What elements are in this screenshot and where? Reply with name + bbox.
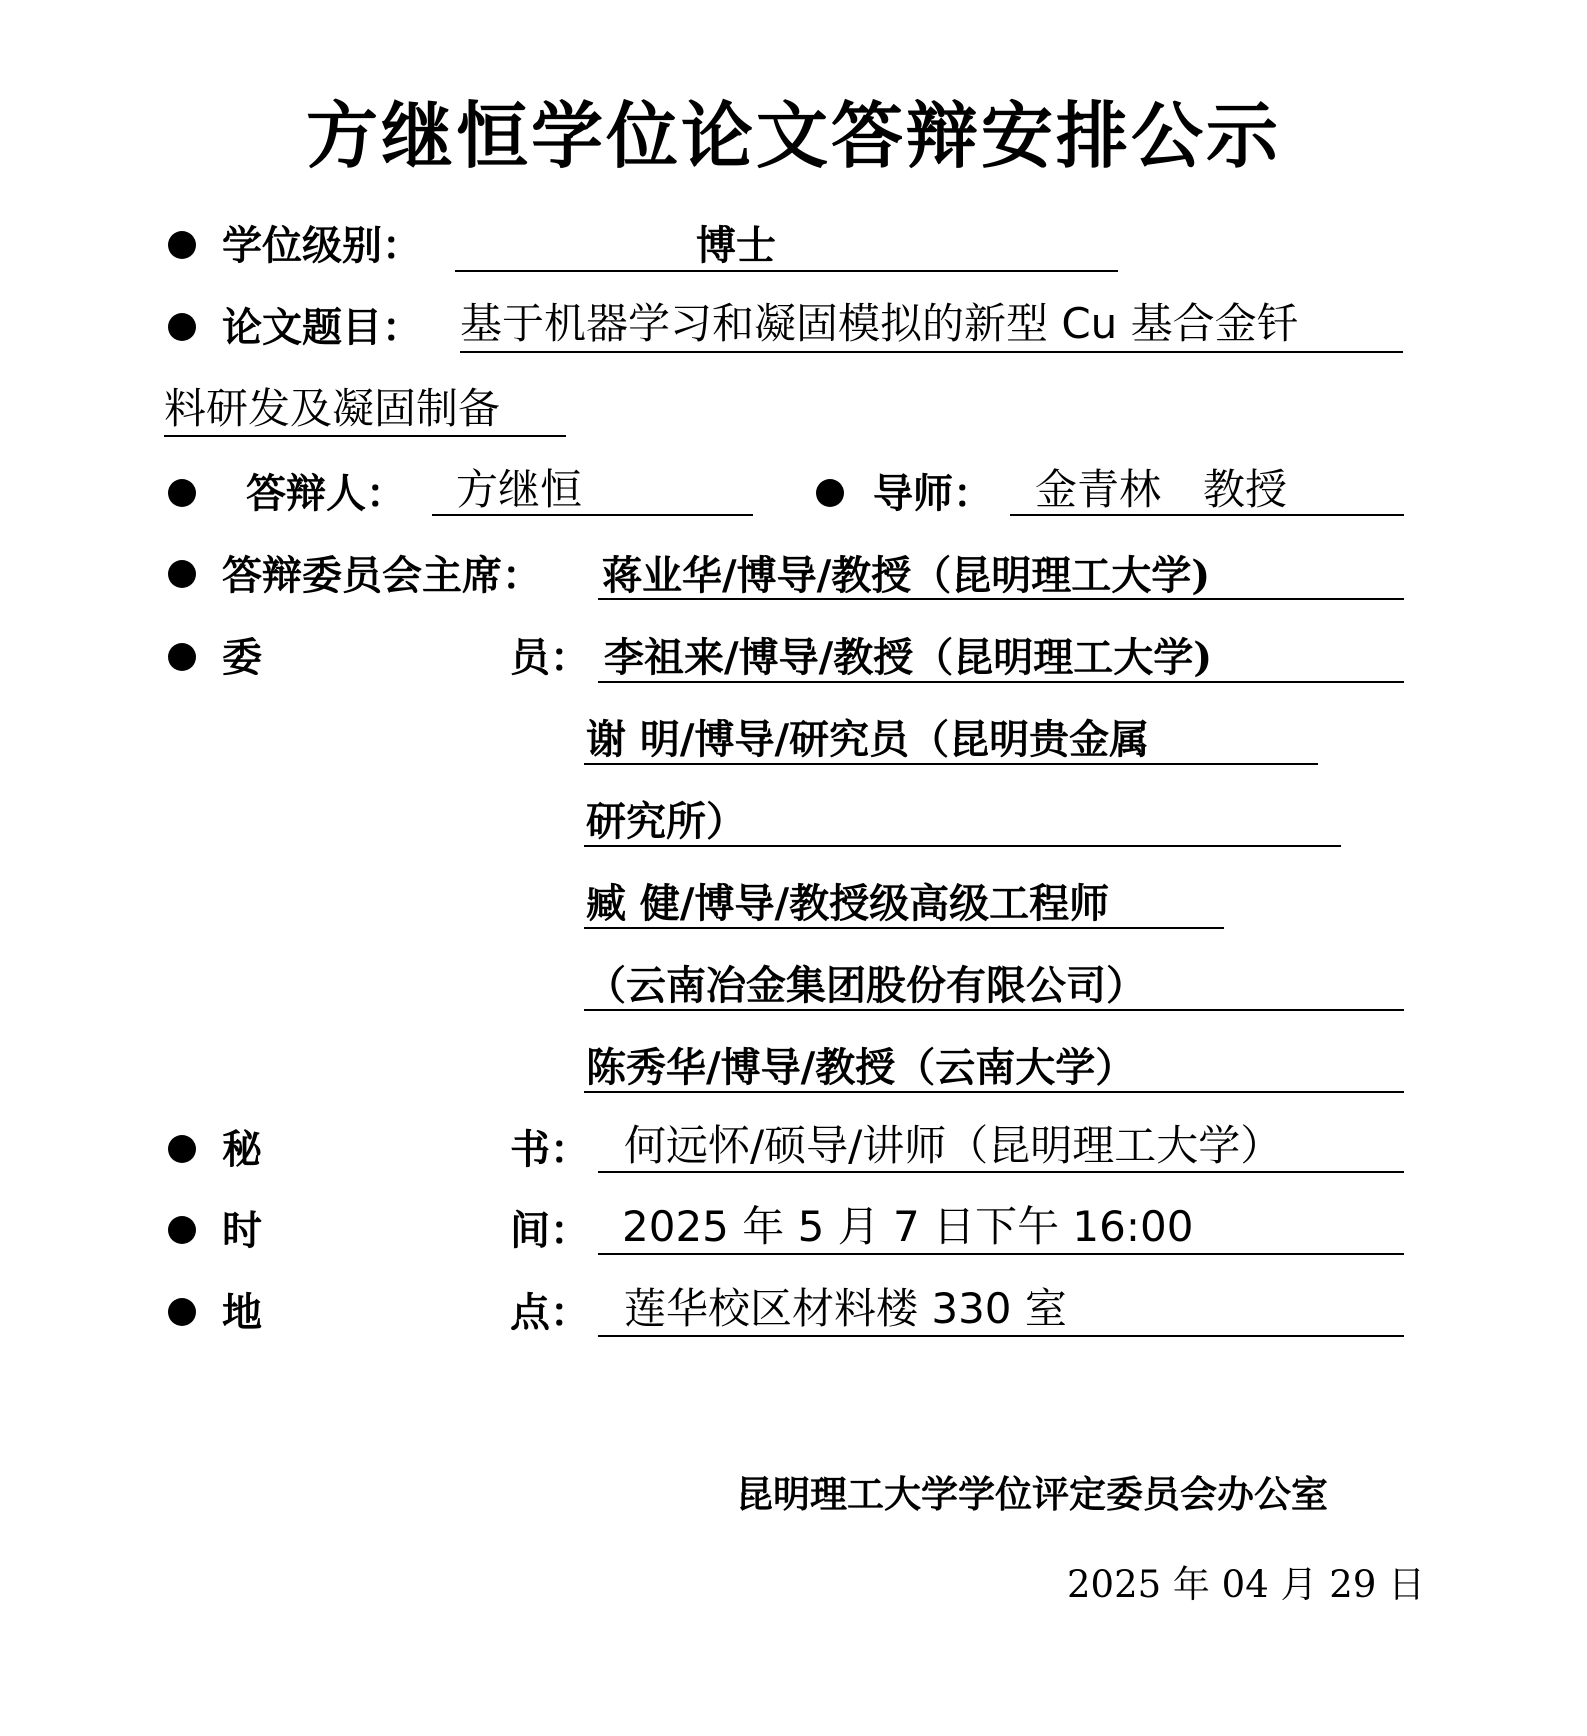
member-2-cont-underline — [584, 845, 1341, 847]
defender-value: 方继恒 — [456, 465, 583, 514]
member-2-cont: 研究所） — [586, 798, 746, 845]
member-1: 李祖来/博导/教授（昆明理工大学) — [604, 634, 1213, 681]
members-label-char-2: 员： — [510, 634, 590, 681]
member-3-cont: （云南冶金集团股份有限公司） — [586, 962, 1146, 1009]
secretary-value: 何远怀/硕导/讲师（昆明理工大学） — [624, 1121, 1283, 1170]
place-value: 莲华校区材料楼 330 室 — [624, 1284, 1067, 1333]
member-2: 谢 明/博导/研究员（昆明贵金属 — [586, 716, 1150, 763]
advisor-label: 导师： — [873, 470, 993, 517]
defender-underline — [432, 514, 753, 516]
bullet-icon — [168, 1135, 196, 1163]
place-label-char-1: 地 — [222, 1289, 262, 1336]
time-value: 2025 年 5 月 7 日下午 16:00 — [622, 1202, 1194, 1251]
secretary-underline — [598, 1171, 1404, 1173]
members-label-char-1: 委 — [222, 634, 262, 681]
advisor-underline — [1010, 514, 1404, 516]
thesis-underline-2 — [164, 435, 566, 437]
bullet-icon — [168, 479, 196, 507]
advisor-value: 金青林 教授 — [1035, 465, 1288, 514]
bullet-icon — [168, 560, 196, 588]
bullet-icon — [168, 1216, 196, 1244]
degree-label: 学位级别： — [222, 222, 422, 269]
bullet-icon — [168, 231, 196, 259]
time-underline — [598, 1253, 1404, 1255]
secretary-label-char-1: 秘 — [222, 1126, 262, 1173]
thesis-underline-1 — [460, 351, 1403, 353]
time-label-char-2: 间： — [510, 1207, 590, 1254]
bullet-icon — [816, 479, 844, 507]
chair-underline — [598, 598, 1404, 600]
defender-label: 答辩人： — [246, 470, 406, 517]
place-label-char-2: 点： — [510, 1289, 590, 1336]
thesis-title-line1: 基于机器学习和凝固模拟的新型 Cu 基合金钎 — [460, 299, 1299, 348]
member-4-underline — [584, 1091, 1404, 1093]
member-3-underline — [584, 927, 1224, 929]
issue-date: 2025 年 04 月 29 日 — [1067, 1563, 1426, 1606]
page-title: 方继恒学位论文答辩安排公示 — [305, 94, 1281, 178]
member-3: 臧 健/博导/教授级高级工程师 — [586, 880, 1110, 927]
member-2-underline — [584, 763, 1318, 765]
bullet-icon — [168, 1298, 196, 1326]
secretary-label-char-2: 书： — [510, 1126, 590, 1173]
degree-value: 博士 — [696, 222, 776, 269]
time-label-char-1: 时 — [222, 1207, 262, 1254]
bullet-icon — [168, 643, 196, 671]
thesis-title-line2: 料研发及凝固制备 — [164, 384, 501, 433]
degree-underline — [455, 270, 1118, 272]
chair-label: 答辩委员会主席： — [222, 552, 542, 599]
member-1-underline — [598, 681, 1404, 683]
place-underline — [598, 1335, 1404, 1337]
member-4: 陈秀华/博导/教授（云南大学） — [586, 1044, 1136, 1091]
thesis-label: 论文题目： — [222, 304, 422, 351]
issuing-office: 昆明理工大学学位评定委员会办公室 — [736, 1472, 1328, 1516]
member-3-cont-underline — [584, 1009, 1404, 1011]
bullet-icon — [168, 313, 196, 341]
chair-value: 蒋业华/博导/教授（昆明理工大学) — [602, 552, 1211, 599]
